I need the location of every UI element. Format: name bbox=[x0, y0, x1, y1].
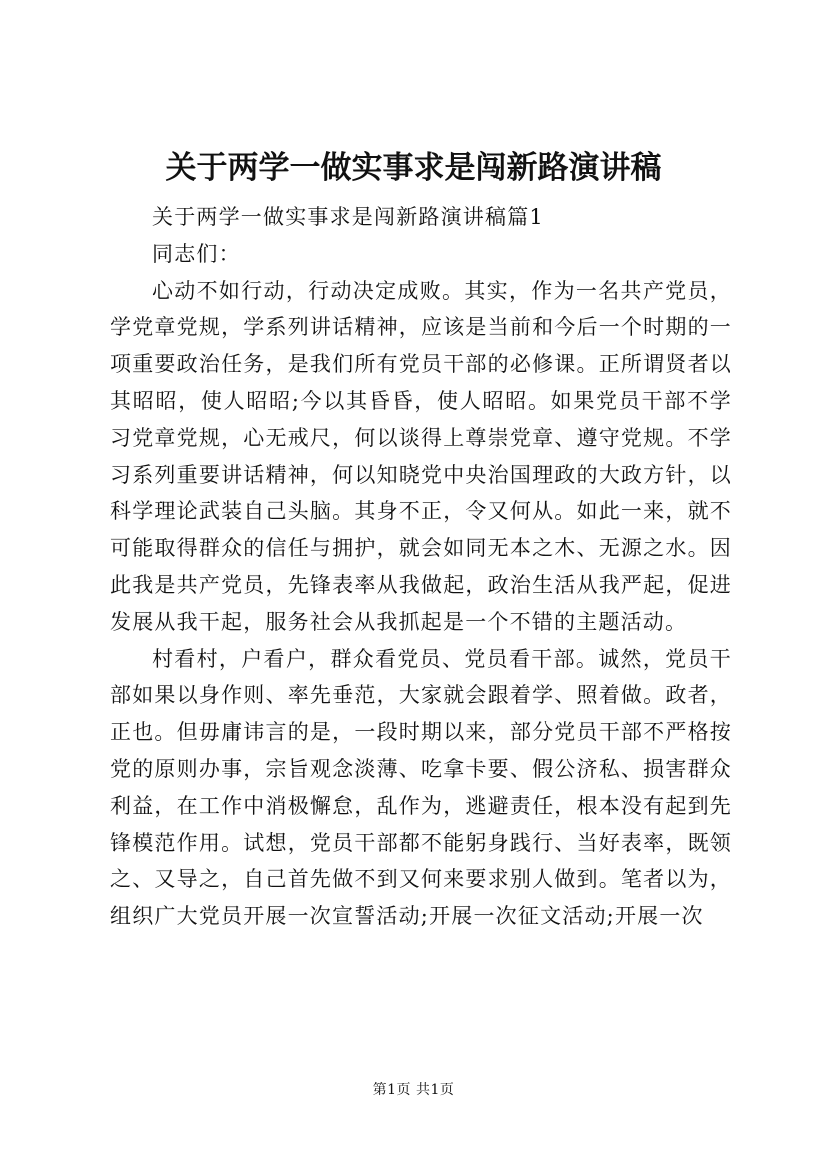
document-title: 关于两学一做实事求是闯新路演讲稿 bbox=[165, 150, 662, 186]
document-body bbox=[110, 199, 732, 935]
paragraph-2: 村看村，户看户，群众看党员、党员看干部。诚然，党员干部如果以身作则、率先垂范，大家就会跟着学、照着做。政者，正也。但毋庸讳言的是，一段时期以来，部分党员干部不严格按党的原则办事，宗旨观念淡薄、吃拿卡要、假公济私、损害群众利益，在工作中消极懈怠，乱作为，逃避责任，根本没有起到先锋模范作用。试想，党员干部都不能躬身践行、当好表率，既领之、又导之，自己首先做不到又何来要求别人做到。笔者以为，组织广大党员开展一次宣誓活动;开展一次征文活动;开展一次 bbox=[110, 646, 732, 929]
page-number-footer: 第1页 共1页 bbox=[372, 1082, 455, 1098]
salutation: 同志们： bbox=[152, 241, 241, 266]
paragraph-1: 心动不如行动，行动决定成败。其实，作为一名共产党员，学党章党规，学系列讲话精神，应该是当前和今后一个时期的一项重要政治任务，是我们所有党员干部的必修课。正所谓贤者以其昭昭，使人昭昭;今以其昏昏，使人昭昭。如果党员干部不学习党章党规，心无戒尺，何以谈得上尊崇党章、遵守党规。不学习系列重要讲话精神，何以知晓党中央治国理政的大政方针，以科学理论武装自己头脑。其身不正，令又何从。如此一来，就不可能取得群众的信任与拥护，就会如同无本之木、无源之水。因此我是共产党员，先锋表率从我做起，政治生活从我严起，促进发展从我干起，服务社会从我抓起是一个不错的主题活动。 bbox=[110, 278, 732, 634]
document-subtitle: 关于两学一做实事求是闯新路演讲稿篇1 bbox=[152, 205, 544, 229]
